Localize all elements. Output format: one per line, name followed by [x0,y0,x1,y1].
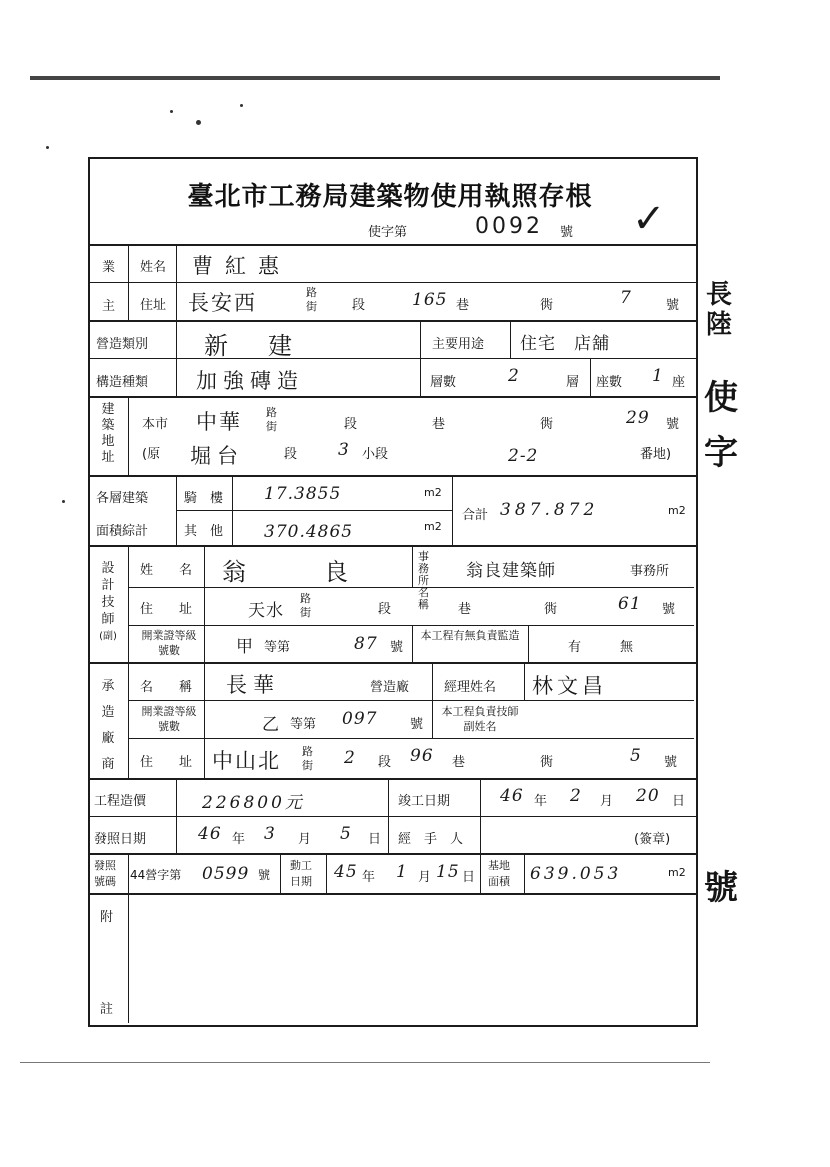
row-rule [88,320,696,322]
structure-type-label: 構造種類 [96,375,149,390]
row-rule [128,738,694,739]
site-lane-label: 巷 [432,417,446,432]
owner-lane-value: 165 [412,290,448,310]
contractor-address-label: 住 址 [140,755,193,770]
permit-suffix-2: 號 [258,868,271,882]
owner-section-unit: 段 [352,298,366,313]
buildings-label: 座數 [596,375,623,390]
scan-edge [30,76,720,80]
scan-speck [196,120,201,125]
scan-speck [46,146,49,149]
contractor-name-value: 長華 [226,673,280,697]
completion-date-label: 竣工日期 [398,794,451,809]
row-rule [88,396,696,398]
contractor-road-label: 路 [302,745,313,758]
supervision-label: 本工程有無負責監造 [420,629,520,642]
buildings-value: 1 [652,366,664,386]
col-rule [176,320,177,398]
col-rule [524,853,525,893]
col-rule [388,778,389,816]
designer-address-value: 天水 [248,601,284,621]
site-subsection-label: 小段 [362,447,389,462]
designer-address-label: 住 址 [140,602,193,617]
col-rule [128,893,129,1023]
owner-number-value: 7 [620,288,632,308]
col-rule [176,244,177,322]
start-month-label: 月 [418,870,432,885]
start-year-label: 年 [362,870,376,885]
completion-day-label: 日 [672,794,686,809]
start-day: 15 [436,862,460,882]
row-rule [88,475,696,477]
contractor-lane-value: 96 [410,746,434,766]
designer-section-label: 設 計 技 師 (副) [99,561,117,642]
owner-lane-label: 巷 [456,298,470,313]
designer-license-label: 開業證等級號數 [141,629,197,657]
col-rule [128,853,129,893]
row-rule [88,244,696,246]
designer-license-grade-label: 等第 [264,640,291,655]
completion-month-label: 月 [600,794,614,809]
scan-speck [170,110,173,113]
issue-month: 3 [264,824,276,844]
col-rule [412,625,413,663]
construction-type-label: 營造類別 [96,337,149,352]
owner-section-label: 主 [102,299,116,314]
arcade-value: 17.3855 [264,484,342,504]
row-rule [128,587,694,588]
site-original-value: 堀台 [190,444,244,468]
owner-address-value: 長安西 [188,291,257,315]
contractor-name-suffix: 營造廠 [370,680,410,695]
contractor-number-label: 號 [664,755,678,770]
col-rule [128,396,129,475]
site-section-label: 建 築 地 址 [101,402,115,465]
site-area-unit: m2 [668,866,686,879]
designer-lane-label: 巷 [458,602,472,617]
responsible-engineer-label: 本工程負責技師副姓名 [441,705,519,733]
permit-suffix: 號 [560,225,574,240]
col-rule [480,853,481,893]
construction-type-value: 新 建 [204,332,300,360]
designer-office-suffix: 事務所 [630,564,670,579]
arcade-label: 騎 樓 [184,491,224,506]
contractor-license-grade: 乙 [262,715,280,735]
total-area-unit: m2 [668,504,686,517]
col-rule [326,853,327,893]
permit-prefix: 44營字第 [130,868,182,882]
designer-license-number-label: 號 [390,640,404,655]
col-rule [452,475,453,545]
designer-alley-label: 衖 [544,602,558,617]
site-original-label: (原 [142,447,161,462]
manager-name-value: 林文昌 [532,674,607,698]
designer-office-label: 事務所名稱 [418,550,429,611]
site-lot-label: 番地) [640,447,672,462]
col-rule [280,853,281,893]
site-subsection-value: 3 [338,440,350,460]
floors-value: 2 [508,366,520,386]
col-rule [204,662,205,780]
structure-type-value: 加強磚造 [196,369,304,393]
form-border [88,157,698,1027]
permit-no-label: 發照 [94,859,116,872]
completion-year-label: 年 [534,794,548,809]
contractor-license-number-label: 號 [410,717,424,732]
arcade-unit: m2 [424,486,442,499]
contractor-section-value: 2 [344,748,356,768]
owner-name-label: 姓名 [140,260,167,275]
col-rule [420,320,421,398]
col-rule [412,545,413,587]
main-use-label: 主要用途 [432,337,485,352]
total-area-value: 387.872 [500,500,599,520]
manager-name-label: 經理姓名 [444,680,497,695]
cost-value: 226800元 [202,793,305,813]
site-number-label: 號 [666,417,680,432]
owner-road-label: 路 [306,286,317,299]
designer-name-value: 翁 良 [222,558,358,586]
owner-alley-label: 衖 [540,298,554,313]
col-rule [128,244,129,322]
floors-unit: 層 [566,375,580,390]
contractor-section-label: 段 [378,755,392,770]
col-rule [480,816,481,854]
designer-office-value: 翁良建築師 [466,561,556,581]
site-road-label: 路 [266,406,277,419]
other-area-value: 370.4865 [264,522,354,542]
owner-name-value: 曹紅惠 [192,254,291,278]
row-rule [88,893,696,895]
floors-label: 層數 [430,375,457,390]
completion-year: 46 [500,786,524,806]
margin-fragment-4: 號 [704,868,738,908]
check-mark: ✓ [632,196,668,242]
other-area-unit: m2 [424,520,442,533]
total-area-label: 合計 [462,508,489,523]
site-alley-label: 衖 [540,417,554,432]
col-rule [128,545,129,664]
start-year: 45 [334,862,358,882]
issue-day-label: 日 [368,832,382,847]
issue-date-label: 發照日期 [94,832,147,847]
col-rule [176,778,177,854]
scan-edge [20,1062,710,1063]
site-road-value: 中華 [196,410,242,434]
main-use-value: 住宅 店舖 [520,334,610,354]
other-area-label: 其 他 [184,524,224,539]
contractor-license-grade-label: 等第 [290,717,317,732]
site-area-value: 639.053 [530,864,622,884]
owner-address-label: 住址 [140,298,167,313]
site-segment-label: 段 [284,447,298,462]
designer-license-number: 87 [354,634,378,654]
cost-label: 工程造價 [94,794,147,809]
issue-year-label: 年 [232,832,246,847]
contractor-alley-label: 衖 [540,755,554,770]
designer-number-value: 61 [618,594,642,614]
issue-year: 46 [198,824,222,844]
permit-no-label: 號碼 [94,875,116,888]
row-rule [88,778,696,780]
contractor-section-label: 承 造 廠 商 [101,679,115,772]
col-rule [432,662,433,738]
contractor-license-label: 開業證等級號數 [141,705,197,733]
scan-speck [240,104,243,107]
contractor-street-label: 街 [302,759,313,772]
contractor-number-value: 5 [630,746,642,766]
site-lot-value: 2-2 [508,446,539,466]
issue-month-label: 月 [298,832,312,847]
site-street-label: 街 [266,420,277,433]
buildings-unit: 座 [672,375,686,390]
col-rule [388,816,389,854]
row-rule [88,662,696,664]
col-rule [524,662,525,700]
permit-value: 0599 [202,864,250,884]
site-city-label: 本市 [142,417,169,432]
contractor-name-label: 名 稱 [140,680,193,695]
owner-section-label: 業 [102,260,116,275]
site-number-value: 29 [626,408,650,428]
area-label: 各層建築 [96,491,149,506]
remarks-label: 附 [100,910,114,925]
owner-street-label: 街 [306,300,317,313]
permit-label: 使字第 [368,225,408,240]
col-rule [128,662,129,780]
site-area-label: 面積 [488,875,510,888]
col-rule [510,320,511,358]
seal-label: (簽章) [634,832,671,847]
area-label: 面積綜計 [96,524,149,539]
remarks-label: 註 [100,1002,114,1017]
contractor-address-value: 中山北 [212,749,281,773]
site-area-label: 基地 [488,859,510,872]
margin-fragment-3: 字 [704,433,738,473]
start-date-label: 動工 [290,859,312,872]
scan-speck [62,500,65,503]
completion-month: 2 [570,786,582,806]
start-day-label: 日 [462,870,476,885]
designer-name-label: 姓 名 [140,563,193,578]
designer-street-label: 街 [300,606,311,619]
col-rule [480,778,481,816]
col-rule [204,545,205,664]
col-rule [176,510,452,511]
row-rule [88,545,696,547]
designer-road-label: 路 [300,592,311,605]
margin-fragment: 長 陸 [705,280,732,340]
contractor-lane-label: 巷 [452,755,466,770]
designer-license-grade: 甲 [236,637,254,657]
row-rule [88,358,696,359]
col-rule [528,625,529,663]
owner-number-label: 號 [666,298,680,313]
row-rule [88,853,696,855]
handler-label: 經 手 人 [398,832,464,847]
contractor-license-number: 097 [342,709,378,729]
completion-day: 20 [636,786,660,806]
row-rule [128,700,694,701]
margin-fragment-2: 使 [704,378,738,418]
site-section-unit: 段 [344,417,358,432]
row-rule [88,282,696,283]
start-date-label: 日期 [290,875,312,888]
designer-section-unit: 段 [378,602,392,617]
designer-number-label: 號 [662,602,676,617]
issue-day: 5 [340,824,352,844]
row-rule [88,816,696,817]
row-rule [128,625,694,626]
document-title: 臺北市工務局建築物使用執照存根 [187,182,593,212]
start-month: 1 [396,862,408,882]
col-rule [590,358,591,396]
permit-number: 0092 [475,214,543,239]
supervision-value: 有 無 [568,640,634,655]
